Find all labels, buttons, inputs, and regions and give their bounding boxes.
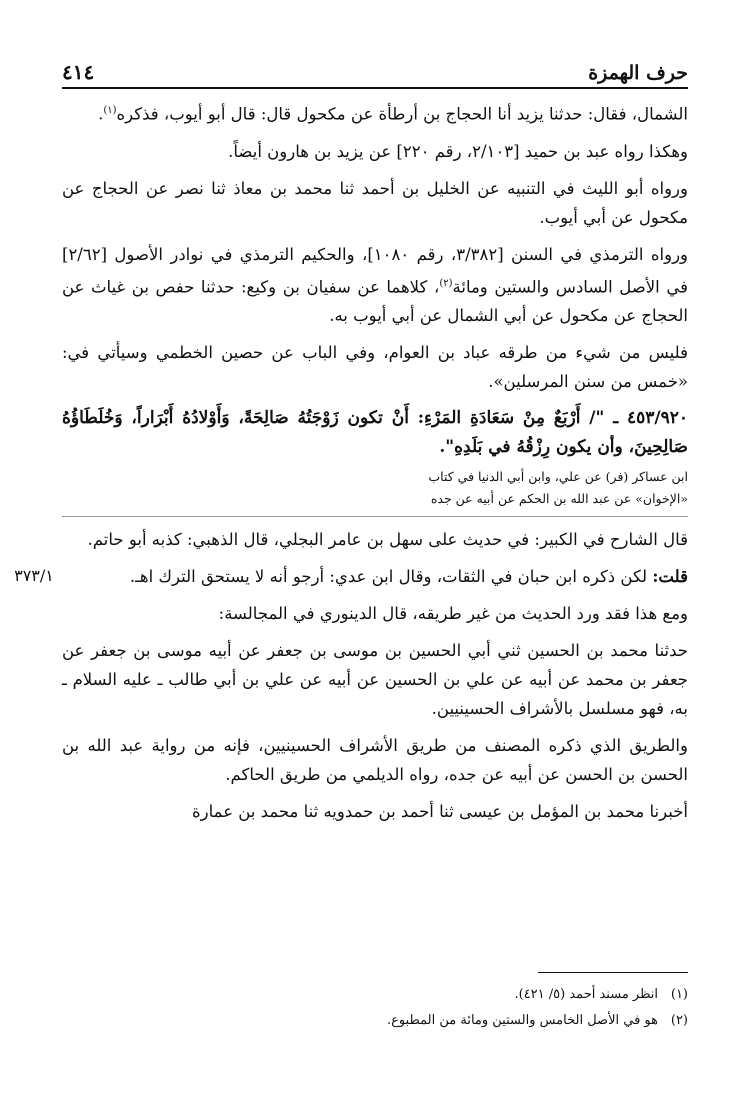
paragraph-8: ومع هذا فقد ورد الحديث من غير طريقه، قال الدينوري في المجالسة: [218,604,688,623]
paragraph-3: ورواه أبو الليث في التنبيه عن الخليل بن أحمد ثنا محمد بن معاذ ثنا نصر عن الحجاج عن مكحول عن أبي أيوب. [62,178,688,227]
footnote-2: (٢)هو في الأصل الخامس والستين ومائة من المطبوع. [386,1013,688,1028]
source-line-2: «الإخوان» عن عبد الله بن الحكم عن أبيه عن جده [430,491,688,506]
paragraph-2: وهكذا رواه عبد بن حميد [٢/١٠٣، رقم ٢٢٠] عن يزيد بن هارون أيضاً. [228,141,688,161]
main-text [62,96,688,834]
page-number: ٤١٤ [62,60,95,84]
paragraph-7: قلت: لكن ذكره ابن حبان في الثقات، وقال ابن عدي: أرجو أنه لا يستحق الترك اهـ. [129,567,688,586]
qulto-label: قلت: [652,567,688,586]
margin-reference: ٣٧٣/١ [14,566,54,585]
header-rule [62,87,688,89]
footnote-marker-2: (٢) [439,277,453,289]
chapter-title: حرف الهمزة [588,62,688,84]
paragraph-4: ورواه الترمذي في السنن [٣/٣٨٢، رقم ١٠٨٠]، والحكيم الترمذي في نوادر الأصول [٢/٦٢] في الأصل السادس والستين ومائة$^{(٢)}$، كلاهما عن سفيان بن وكيع: حدثنا حفص بن غياث عن الحجاج عن مكحول عن أبي الشمال عن أبي أيوب به. [62,244,689,325]
footnote-1: (١)انظر مسند أحمد (٥/ ٤٢١). [514,987,688,1002]
page-header [62,48,688,84]
paragraph-5: فليس من شيء من طرقه عباد بن العوام، وفي الباب عن حصين الخطمي وسيأتي في: «خمس من سنن المرسلين». [62,343,688,391]
paragraph-9: حدثنا محمد بن الحسين ثني أبي الحسين بن موسى بن جعفر عن أبيه موسى بن جعفر عن جعفر بن محمد عن أبيه عن علي بن الحسين عن أبيه عن علي بن أبي طالب ـ عليه السلام ـ به، فهو مسلسل بالأشراف الحسينيين. [62,641,688,718]
paragraph-1: الشمال، فقال: حدثنا يزيد أنا الحجاج بن أرطأة عن مكحول قال: قال أبو أيوب، فذكره$^{(١)}$. [98,104,688,124]
source-line-1: ابن عساكر (فر) عن علي، وابن أبي الدنيا في كتاب [428,469,688,484]
footnotes [62,982,688,1034]
hadith-text: ٤٥٣/٩٢٠ ـ "/ أَرْبَعٌ مِنْ سَعَادَةِ المَرْءِ: أَنْ تكون زَوْجَتُهُ صَالِحَةً، وَأَوْلادُهُ أَبْرَاراً، وَخُلَطَاؤُهُ صَالِحِينَ، وأن يكون رِزْقُهُ في بَلَدِهِ". [62,408,688,457]
paragraph-10: والطريق الذي ذكره المصنف من طريق الأشراف الحسينيين، فإنه من رواية عبد الله بن الحسن بن الحسن عن أبيه عن جده، رواه الديلمي من طريق الحاكم. [62,736,688,784]
footnote-marker-1: (١) [103,105,117,116]
separator [62,516,688,517]
paragraph-6: قال الشارح في الكبير: في حديث على سهل بن عامر البجلي، قال الذهبي: كذبه أبو حاتم. [87,530,688,549]
footnote-rule [538,972,688,973]
paragraph-11: أخبرنا محمد بن المؤمل بن عيسى ثنا أحمد بن حمدويه ثنا محمد بن عمارة [192,802,688,821]
hadith-source [62,466,688,510]
